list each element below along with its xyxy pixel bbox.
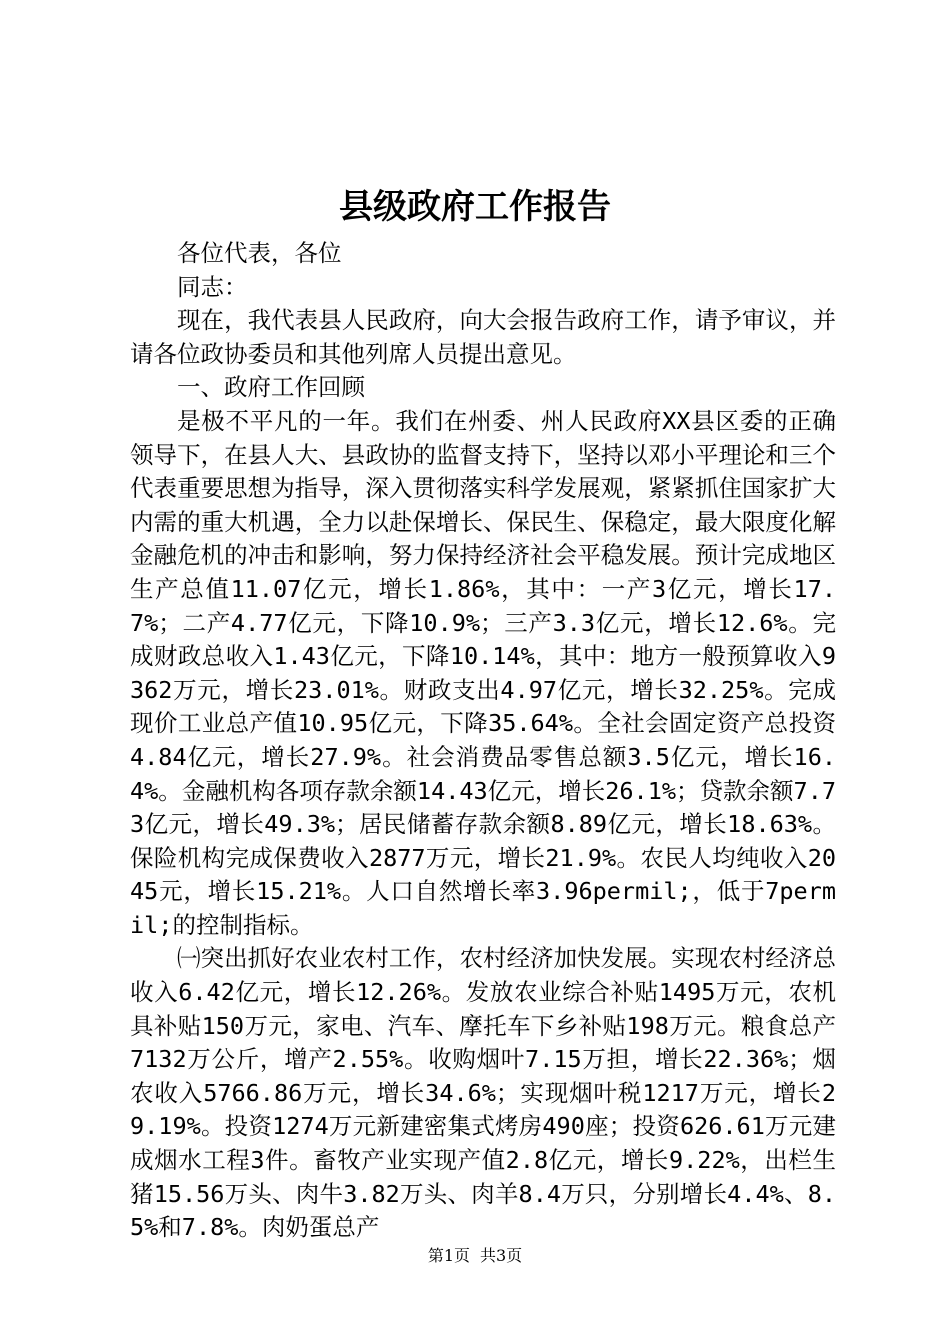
section-heading: 一、政府工作回顾 <box>177 373 365 402</box>
document-title: 县级政府工作报告 <box>339 187 611 227</box>
agriculture-paragraph: ㈠突出抓好农业农村工作，农村经济加快发展。实现农村经济总收入6.42亿元，增长12.26%。发放农业综合补贴1495万元，农机具补贴150万元，家电、汽车、摩托车下乡补贴198万元。粮食总产7132万公斤，增产2.55%。收购烟叶7.15万担，增长22.36%；烟农收入5766.86万元，增长34.6%；实现烟叶税1217万元，增长29.19%。投资1274万元新建密集式烤房490座；投资626.61万元建成烟水工程3件。畜牧产业实现产值2.8亿元，增长9.22%，出栏生猪15.56万头、肉牛3.82万头、肉羊8.4万只，分别增长4.4%、8.5%和7.8%。肉奶蛋总产 <box>130 944 836 1242</box>
page-number: 第1页 <box>427 1246 470 1265</box>
intro-paragraph: 现在，我代表县人民政府，向大会报告政府工作，请予审议，并请各位政协委员和其他列席人员提出意见。 <box>130 306 836 368</box>
document-body <box>130 237 836 1245</box>
review-paragraph: 是极不平凡的一年。我们在州委、州人民政府XX县区委的正确领导下，在县人大、县政协的监督支持下，坚持以邓小平理论和三个代表重要思想为指导，深入贯彻落实科学发展观，紧紧抓住国家扩大内需的重大机遇，全力以赴保增长、保民生、保稳定，最大限度化解金融危机的冲击和影响，努力保持经济社会平稳发展。预计完成地区生产总值11.07亿元，增长1.86%，其中：一产3亿元，增长17.7%；二产4.77亿元，下降10.9%；三产3.3亿元，增长12.6%。完成财政总收入1.43亿元，下降10.14%，其中：地方一般预算收入9362万元，增长23.01%。财政支出4.97亿元，增长32.25%。完成现价工业总产值10.95亿元，下降35.64%。全社会固定资产总投资4.84亿元，增长27.9%。社会消费品零售总额3.5亿元，增长16.4%。金融机构各项存款余额14.43亿元，增长26.1%；贷款余额7.73亿元，增长49.3%；居民储蓄存款余额8.89亿元，增长18.63%。保险机构完成保费收入2877万元，增长21.9%。农民人均纯收入2045元，增长15.21%。人口自然增长率3.96permil;，低于7permil;的控制指标。 <box>130 406 836 939</box>
page-total: 共3页 <box>480 1246 523 1265</box>
salutation-line-1: 各位代表，各位 <box>177 239 342 267</box>
salutation-line-2: 同志： <box>177 272 248 301</box>
page-footer <box>0 1245 950 1267</box>
